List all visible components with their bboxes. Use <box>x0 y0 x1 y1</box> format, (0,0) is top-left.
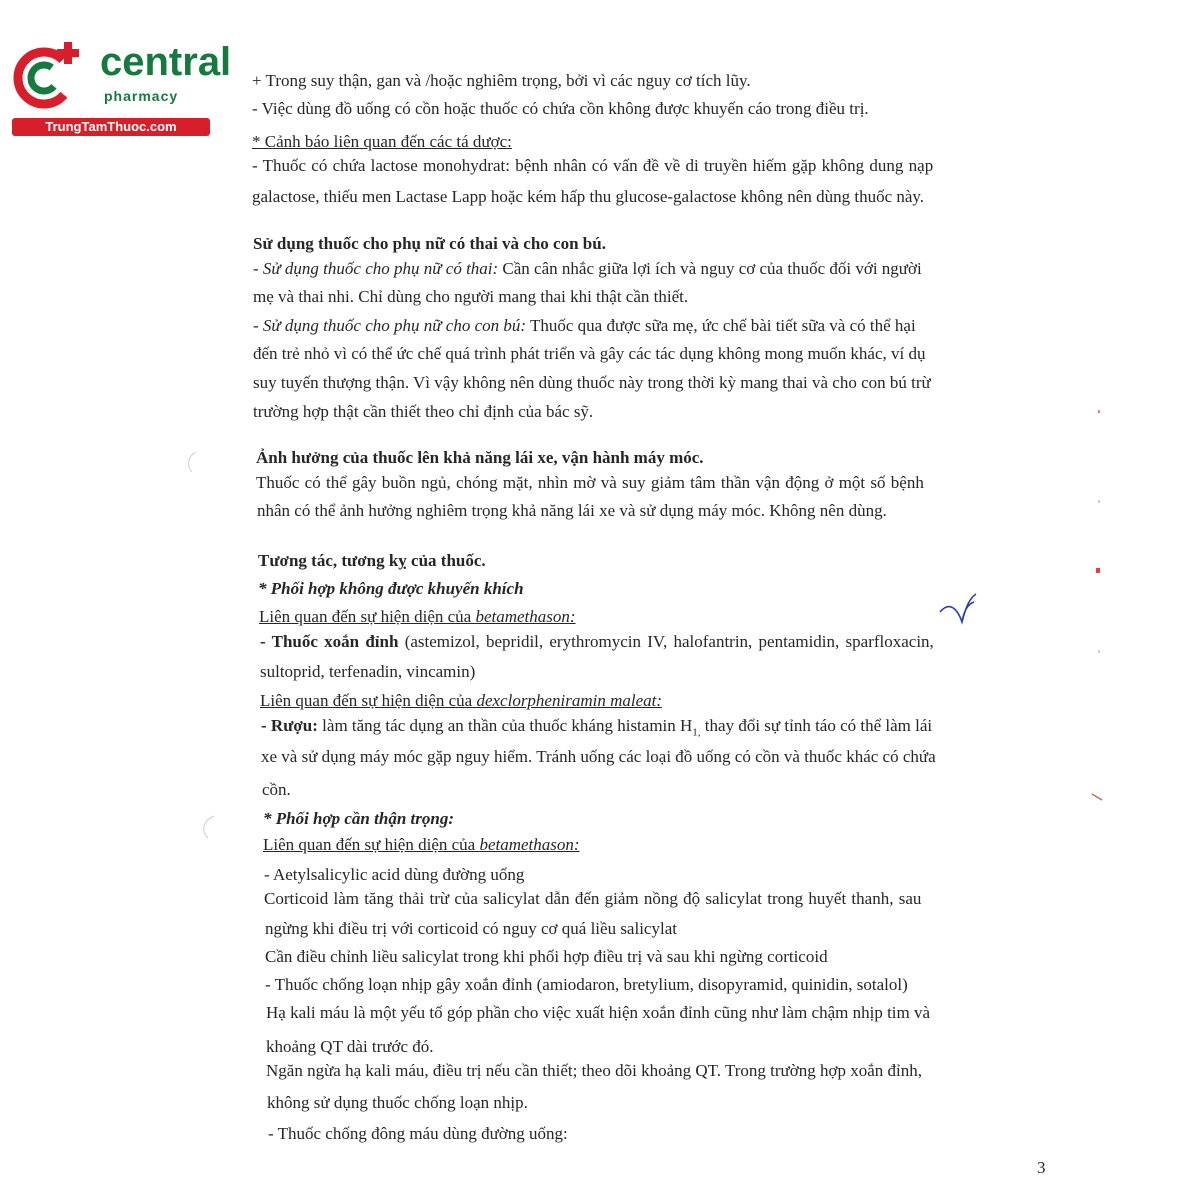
text-line: - Aetylsalicylic acid dùng đường uống <box>264 865 525 884</box>
text-line: suy tuyến thượng thận. Vì vậy không nên dùng thuốc này trong thời kỳ mang thai và cho con bú trừ <box>253 373 931 392</box>
section-subheading: * Phối hợp không được khuyến khích <box>258 579 524 598</box>
text-line: Cần điều chỉnh liều salicylat trong khi phối hợp điều trị và sau khi ngừng corticoid <box>265 947 828 966</box>
subscript: 1, <box>692 726 701 739</box>
text-line: sultoprid, terfenadin, vincamin) <box>260 662 476 681</box>
text-line: - Thuốc chống đông máu dùng đường uống: <box>268 1124 568 1143</box>
logo-url[interactable]: TrungTamThuoc.com <box>12 118 210 136</box>
text-span: thay đổi sự tỉnh táo có thể làm lái <box>700 716 933 735</box>
text-label: - Sử dụng thuốc cho phụ nữ cho con bú: <box>253 316 527 335</box>
text-line: Ngăn ngừa hạ kali máu, điều trị nếu cần thiết; theo dõi khoảng QT. Trong trường hợp xoắn đỉnh, <box>266 1061 923 1080</box>
section-heading: Tương tác, tương kỵ của thuốc. <box>258 551 486 570</box>
text-line: mẹ và thai nhi. Chỉ dùng cho người mang thai khi thật cần thiết. <box>253 287 689 306</box>
text-line <box>253 258 922 280</box>
text-line: khoảng QT dài trước đó. <box>266 1037 434 1056</box>
text-line: galactose, thiếu men Lactase Lapp hoặc kém hấp thu glucose-galactose không nên dùng thuốc này. <box>252 187 925 206</box>
section-subheading: * Phối hợp cần thận trọng: <box>263 809 454 828</box>
text-line: Thuốc có thể gây buồn ngủ, chóng mặt, nhìn mờ và suy giảm tâm thần vận động ở một số bệnh <box>256 473 924 492</box>
text-span: (astemizol, bepridil, erythromycin IV, halofantrin, pentamidin, sparfloxacin, <box>398 632 934 651</box>
text-span: Thuốc qua được sữa mẹ, ức chế bài tiết sữa và có thể hại <box>526 316 916 335</box>
text-span: Liên quan đến sự hiện diện của <box>259 607 476 626</box>
text-line <box>263 834 580 856</box>
text-span: làm tăng tác dụng an thần của thuốc kháng histamin H <box>317 716 693 735</box>
text-label: - Thuốc xoắn đỉnh <box>260 632 399 651</box>
text-line: - Thuốc có chứa lactose monohydrat: bệnh nhân có vấn đề về di truyền hiếm gặp không dung nạp <box>252 156 934 175</box>
drug-name: betamethason: <box>479 835 580 854</box>
text-line <box>261 715 932 743</box>
logo-subtitle: pharmacy <box>104 88 179 104</box>
section-heading: Sử dụng thuốc cho phụ nữ có thai và cho con bú. <box>253 234 606 253</box>
text-line <box>259 606 576 628</box>
text-line: - Thuốc chống loạn nhịp gây xoắn đỉnh (amiodaron, bretylium, disopyramid, quinidin, sotalol) <box>265 975 908 994</box>
drug-name: dexclorpheniramin maleat: <box>476 691 662 710</box>
text-line: không sử dụng thuốc chống loạn nhịp. <box>267 1093 528 1112</box>
text-line <box>253 315 916 337</box>
text-line: Hạ kali máu là một yếu tố góp phần cho việc xuất hiện xoắn đỉnh cũng như làm chậm nhịp tim và <box>266 1003 931 1022</box>
text-span: Liên quan đến sự hiện diện của <box>263 835 480 854</box>
section-heading: Ảnh hưởng của thuốc lên khả năng lái xe, vận hành máy móc. <box>256 448 704 467</box>
text-label: - Rượu: <box>261 716 318 735</box>
text-line: Corticoid làm tăng thải trừ của salicylat dẫn đến giảm nồng độ salicylat trong huyết thanh, sau <box>264 889 922 908</box>
section-subheading: * Cảnh báo liên quan đến các tá dược: <box>252 132 512 151</box>
text-line <box>260 631 934 653</box>
text-line: xe và sử dụng máy móc gặp nguy hiểm. Tránh uống các loại đồ uống có cồn và thuốc khác có chứa <box>261 747 936 766</box>
logo-name: central <box>100 40 232 84</box>
text-line: ngừng khi điều trị với corticoid có nguy cơ quá liều salicylat <box>265 919 677 938</box>
page-number: 3 <box>1037 1158 1046 1177</box>
text-line <box>260 690 662 712</box>
text-line: + Trong suy thận, gan và /hoặc nghiêm trọng, bởi vì các nguy cơ tích lũy. <box>252 71 751 90</box>
drug-name: betamethason: <box>475 607 576 626</box>
text-line: đến trẻ nhỏ vì có thể ức chế quá trình phát triển và gây các tác dụng không mong muốn khác, ví dụ <box>253 344 926 363</box>
text-line: cồn. <box>262 780 291 799</box>
text-span: Cần cân nhắc giữa lợi ích và nguy cơ của thuốc đối với người <box>498 259 922 278</box>
text-line: - Việc dùng đồ uống có cồn hoặc thuốc có chứa cồn không được khuyến cáo trong điều trị. <box>252 99 869 118</box>
text-span: Liên quan đến sự hiện diện của <box>260 691 477 710</box>
text-label: - Sử dụng thuốc cho phụ nữ có thai: <box>253 259 499 278</box>
text-line: nhân có thể ảnh hưởng nghiêm trọng khả năng lái xe và sử dụng máy móc. Không nên dùng. <box>257 501 887 520</box>
text-line: trường hợp thật cần thiết theo chỉ định của bác sỹ. <box>253 402 594 421</box>
